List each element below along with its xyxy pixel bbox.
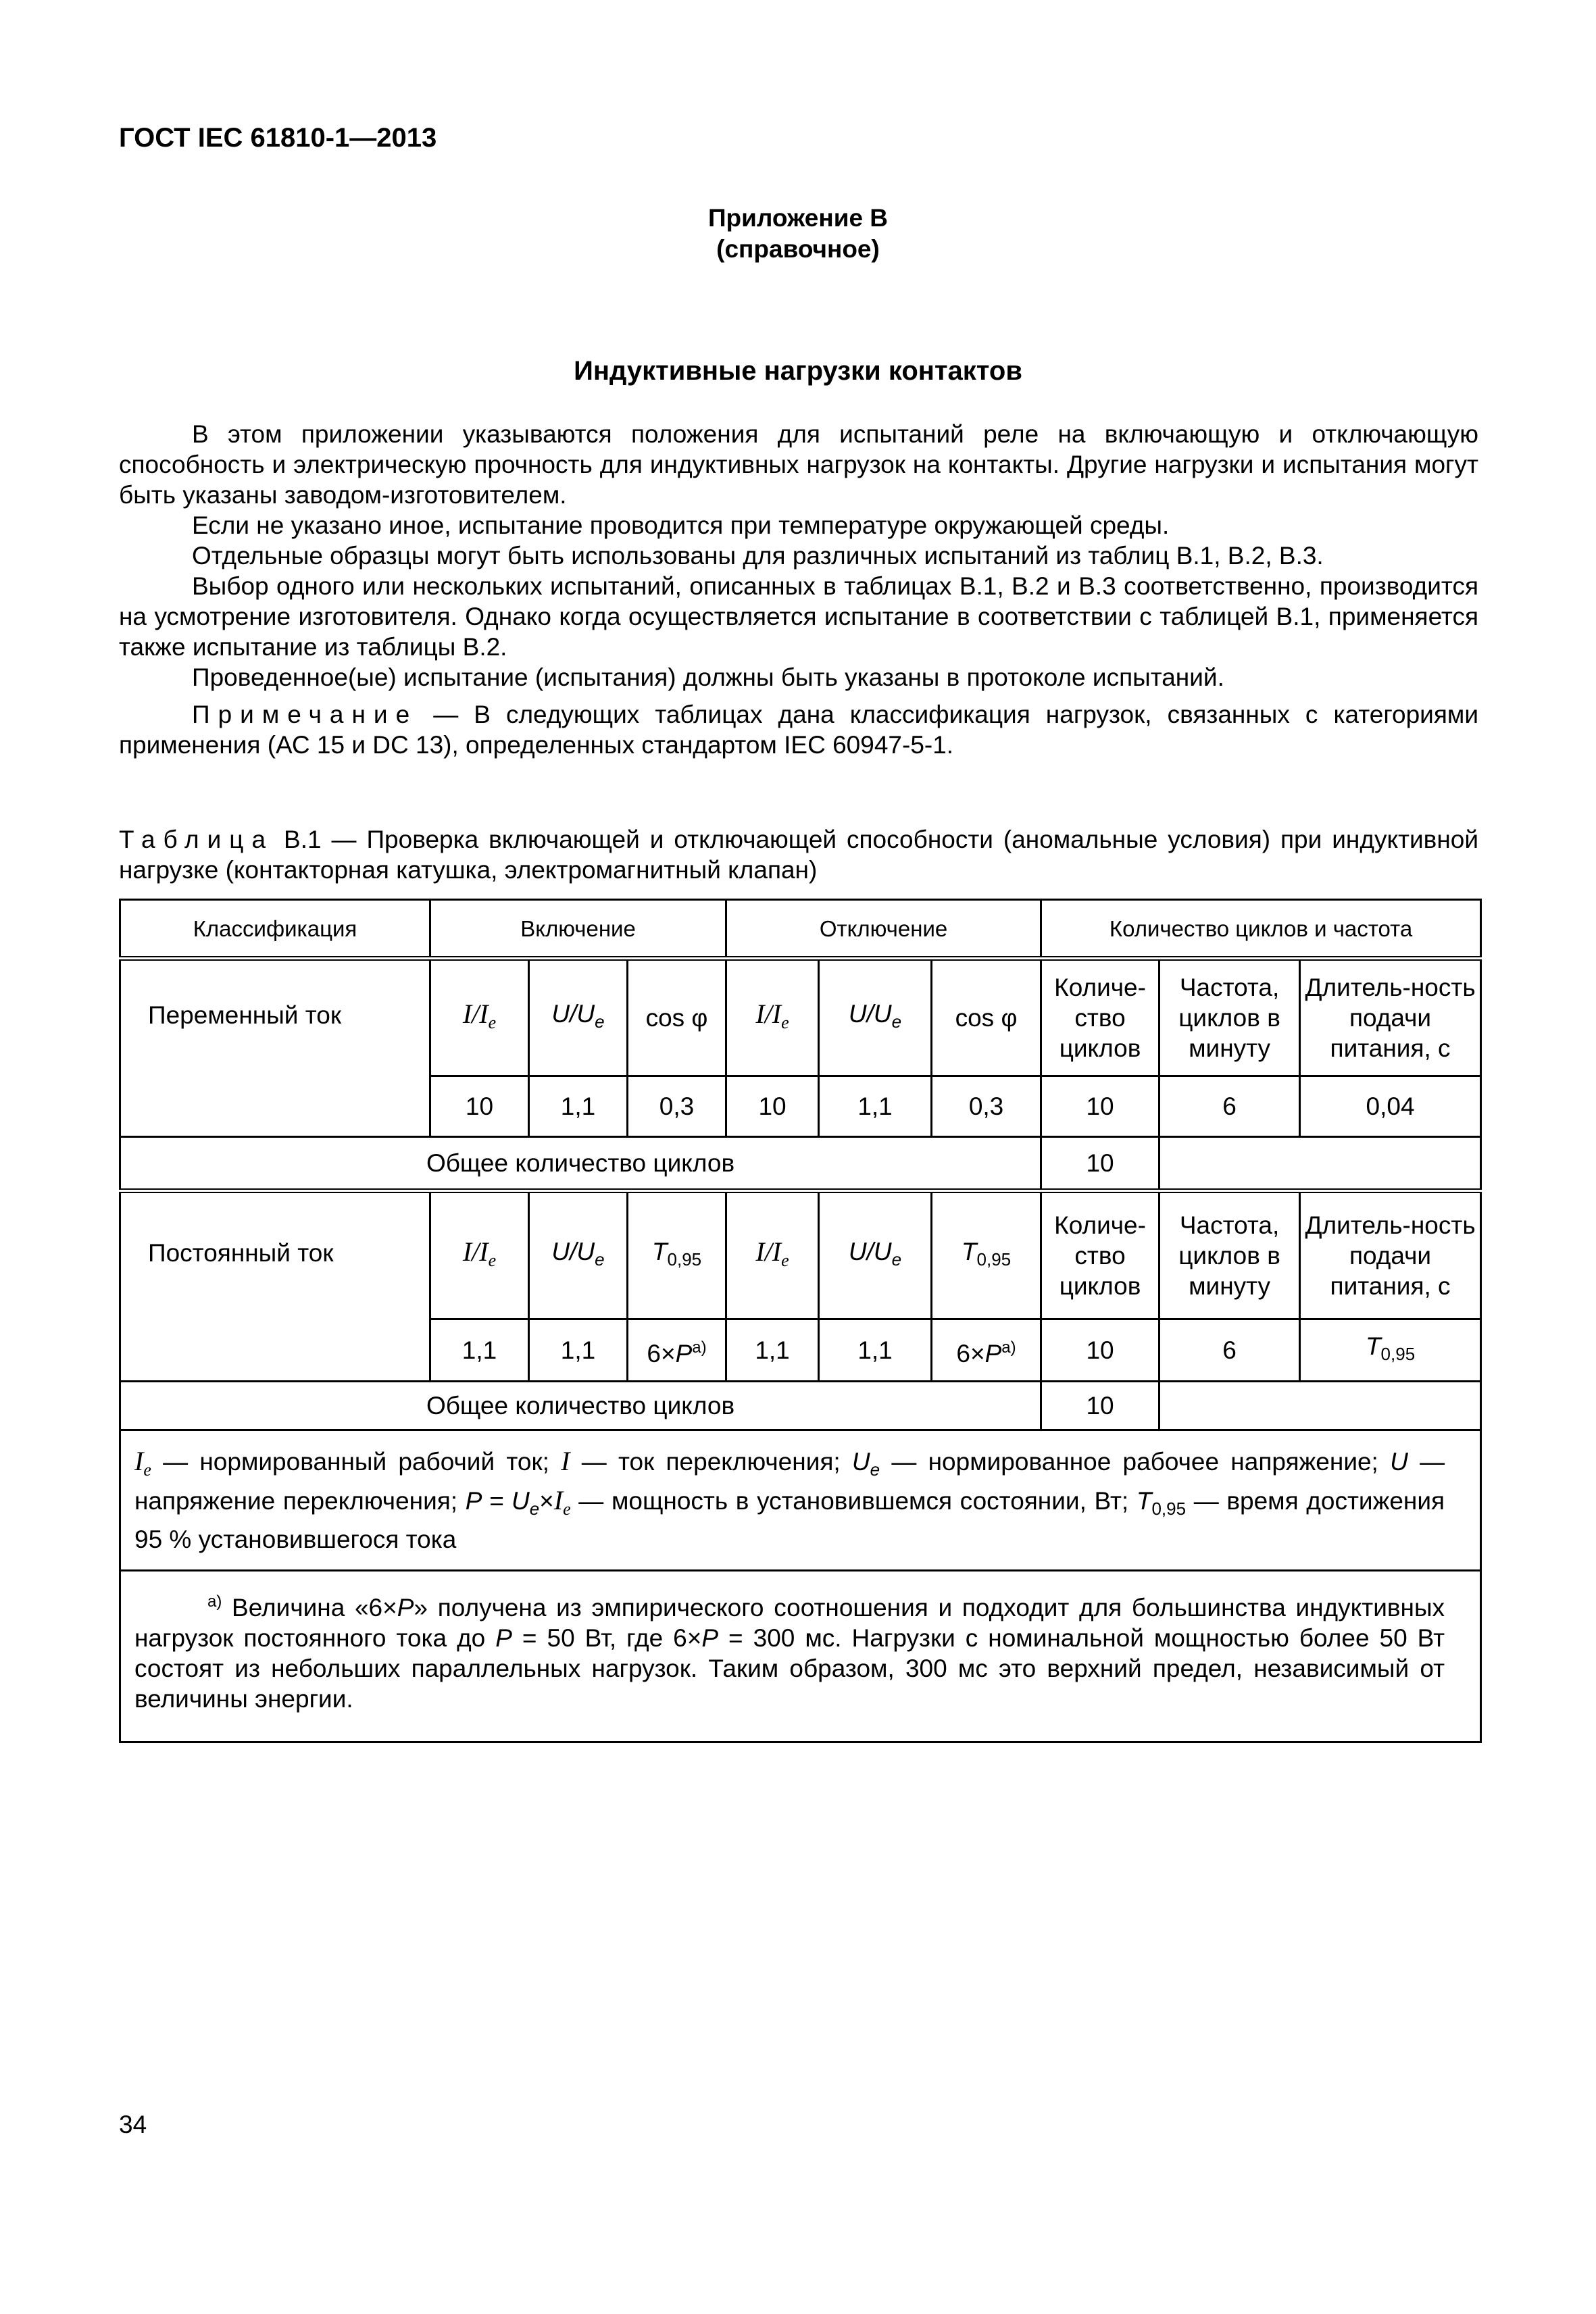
appendix-subtitle: (справочное)	[716, 235, 880, 263]
table-footnote-row	[120, 1571, 1481, 1742]
header-classification: Классификация	[120, 900, 430, 959]
appendix-title: Приложение В	[707, 204, 889, 232]
table-cell: $6\times P^{а)}$	[628, 1319, 726, 1382]
table-cell: 1,1	[819, 1319, 932, 1382]
ac-label: Переменный ток	[120, 959, 430, 1137]
table-footnote: $^{а)}$ Величина «6×P» получена из эмпирического соотношения и подходит для большинства индуктивных нагрузок постоянного тока до P = 50 Вт, где 6×P = 300 мс. Нагрузки с номинальной мощностью более 50 Вт состоят из небольших параллельных нагрузок. Таким образом, 300 мс это верхний предел, независимый от величины энергии.	[120, 1571, 1481, 1742]
table-cell: 10	[430, 1076, 529, 1137]
symbol-cell: $U/U_e$	[819, 1191, 932, 1319]
table-caption-text: В.1 — Проверка включающей и отключающей способности (аномальные условия) при индуктивной нагрузке (контакторная катушка, электромагнитный клапан)	[119, 826, 1478, 884]
note-label: Примечание	[192, 701, 418, 728]
document-header: ГОСТ IEC 61810-1—2013	[119, 123, 437, 153]
count-label: Количе-ство циклов	[1041, 1191, 1159, 1319]
table-legend-row	[120, 1430, 1481, 1571]
table-cell: 10	[1041, 1137, 1159, 1191]
empty-cell	[1159, 1137, 1481, 1191]
table-cell: 0,04	[1300, 1076, 1481, 1137]
table-row-ac-labels	[120, 959, 1481, 1076]
table-row-dc-labels	[120, 1191, 1481, 1319]
header-break: Отключение	[726, 900, 1041, 959]
table-caption-label: Таблица	[119, 826, 274, 853]
table-cell: 10	[726, 1076, 819, 1137]
page-number: 34	[119, 2111, 147, 2138]
header-make: Включение	[430, 900, 726, 959]
table-row-dc-total	[120, 1382, 1481, 1430]
table-cell: 6	[1159, 1319, 1300, 1382]
table-row-ac-total	[120, 1137, 1481, 1191]
symbol-cell: $I/I_e$	[726, 959, 819, 1076]
paragraph: Выбор одного или нескольких испытаний, описанных в таблицах В.1, В.2 и В.3 соответственно, производится на усмотрение изготовителя. Однако когда осуществляется испытание в соответствии с таблицей В.1, применяется также испытание из таблицы В.2.	[119, 572, 1478, 661]
symbol-cell: $U/U_e$	[529, 1191, 628, 1319]
count-label: Количе-ство циклов	[1041, 959, 1159, 1076]
freq-label: Частота, циклов в минуту	[1159, 959, 1300, 1076]
note-text: — В следующих таблицах дана классификация нагрузок, связанных с категориями применения (АС 15 и DC 13), определенных стандартом IEC 60947-5-1.	[119, 701, 1478, 759]
symbol-cell: $I/I_e$	[430, 1191, 529, 1319]
dur-label: Длитель-ность подачи питания, с	[1300, 959, 1481, 1076]
table-cell: 0,3	[628, 1076, 726, 1137]
table-cell: 1,1	[726, 1319, 819, 1382]
table-cell: $6\times P^{а)}$	[932, 1319, 1041, 1382]
empty-cell	[1159, 1382, 1481, 1430]
appendix-heading	[0, 203, 1596, 265]
paragraph: В этом приложении указываются положения для испытаний реле на включающую и отключающую способность и электрическую прочность для индуктивных нагрузок на контакты. Другие нагрузки и испытания могут быть указаны заводом-изготовителем.	[119, 420, 1478, 509]
dur-label: Длитель-ность подачи питания, с	[1300, 1191, 1481, 1319]
symbol-cell: cos φ	[932, 959, 1041, 1076]
table-cell: 1,1	[430, 1319, 529, 1382]
table-cell: 10	[1041, 1319, 1159, 1382]
freq-label: Частота, циклов в минуту	[1159, 1191, 1300, 1319]
paragraph: Если не указано иное, испытание проводится при температуре окружающей среды.	[192, 511, 1170, 539]
total-label: Общее количество циклов	[120, 1382, 1041, 1430]
paragraph: Проведенное(ые) испытание (испытания) должны быть указаны в протоколе испытаний.	[192, 663, 1224, 691]
section-title: Индуктивные нагрузки контактов	[574, 356, 1022, 386]
symbol-cell: $T_{0,95}$	[932, 1191, 1041, 1319]
table-header-row	[120, 900, 1481, 959]
table-cell: 6	[1159, 1076, 1300, 1137]
paragraph: Отдельные образцы могут быть использованы для различных испытаний из таблиц В.1, В.2, В.3.	[192, 542, 1324, 570]
note	[119, 699, 1478, 760]
table-legend: $I_e$ — нормированный рабочий ток; I — ток переключения; $U_e$ — нормированное рабочее напряжение; U — напряжение переключения; $P = U_e\times I_e$ — мощность в установившемся состоянии, Вт; $T_{0,95}$ — время достижения 95 % установившегося тока	[120, 1430, 1481, 1571]
table-cell: 1,1	[529, 1319, 628, 1382]
total-label: Общее количество циклов	[120, 1137, 1041, 1191]
header-cycles: Количество циклов и частота	[1041, 900, 1481, 959]
symbol-cell: $T_{0,95}$	[628, 1191, 726, 1319]
body-text	[119, 419, 1478, 760]
table-caption	[119, 824, 1478, 885]
symbol-cell: $I/I_e$	[430, 959, 529, 1076]
dc-label: Постоянный ток	[120, 1191, 430, 1382]
symbol-cell: $U/U_e$	[819, 959, 932, 1076]
table-cell: 1,1	[819, 1076, 932, 1137]
table-cell: 1,1	[529, 1076, 628, 1137]
symbol-cell: $I/I_e$	[726, 1191, 819, 1319]
table-cell: 0,3	[932, 1076, 1041, 1137]
table-cell: $T_{0,95}$	[1300, 1319, 1481, 1382]
symbol-cell: $U/U_e$	[529, 959, 628, 1076]
table-cell: 10	[1041, 1382, 1159, 1430]
symbol-cell: cos φ	[628, 959, 726, 1076]
table-cell: 10	[1041, 1076, 1159, 1137]
data-table	[119, 899, 1482, 1743]
